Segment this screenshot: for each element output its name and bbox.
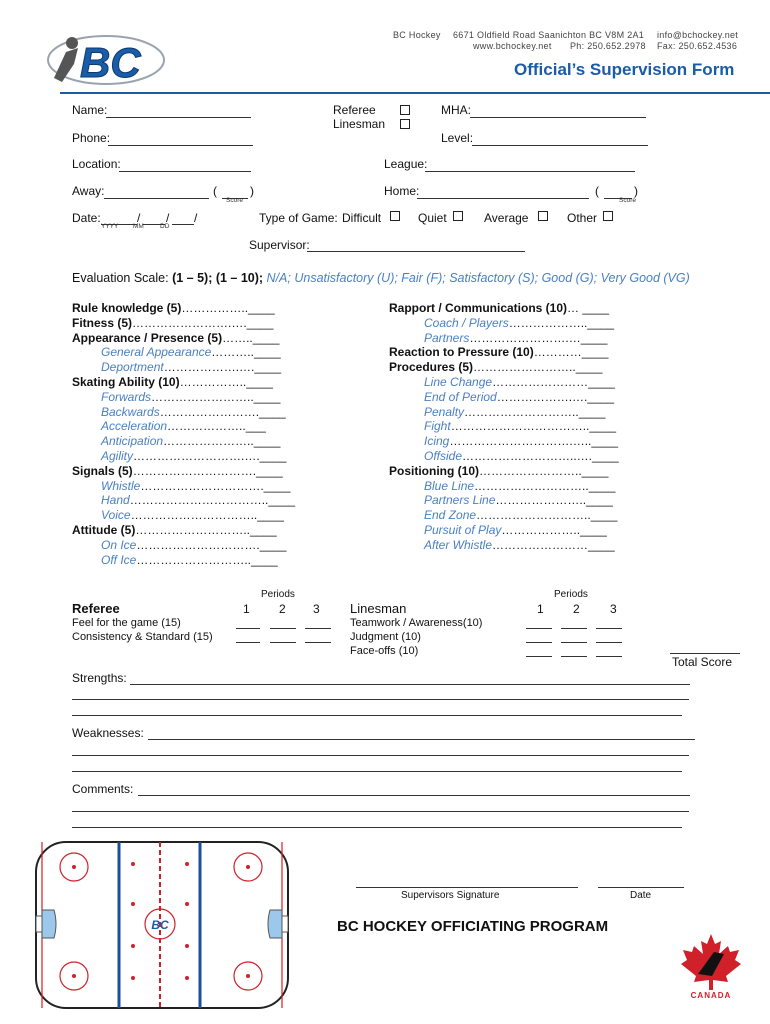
criterion-score-blank[interactable]: ……………………____ bbox=[492, 537, 615, 552]
criterion-row[interactable] bbox=[72, 479, 295, 494]
phone-label: Phone: bbox=[72, 131, 111, 145]
criterion-score-blank[interactable]: ………………………..____ bbox=[474, 478, 616, 493]
away-label: Away: bbox=[72, 184, 105, 198]
mha-field[interactable] bbox=[470, 117, 646, 118]
criterion-row[interactable] bbox=[389, 360, 619, 375]
criterion-score-blank[interactable]: ………………………….____ bbox=[136, 537, 287, 552]
criterion-score-blank[interactable]: …………………….…____ bbox=[469, 330, 608, 345]
signature-date-field[interactable] bbox=[598, 887, 684, 888]
linesman-row-2: Judgment (10) bbox=[350, 631, 421, 643]
form-title: Official’s Supervision Form bbox=[514, 60, 735, 79]
criterion-label: Reaction to Pressure (10) bbox=[389, 345, 534, 360]
comments-line-2[interactable] bbox=[72, 811, 689, 812]
criterion-score-blank[interactable]: ……………………..____ bbox=[479, 463, 609, 478]
level-field[interactable] bbox=[472, 145, 648, 146]
criterion-label: Line Change bbox=[424, 374, 493, 389]
comments-label: Comments: bbox=[72, 782, 134, 796]
lin-teamwork-p1[interactable] bbox=[526, 628, 552, 629]
ref-period-3: 3 bbox=[313, 602, 320, 616]
linesman-row-1: Teamwork / Awareness(10) bbox=[350, 617, 483, 629]
criterion-label: Rapport / Communications (10) bbox=[389, 301, 568, 315]
lin-judgment-p3[interactable] bbox=[596, 642, 622, 643]
supervisor-field[interactable] bbox=[307, 251, 525, 252]
criterion-score-blank[interactable]: …………………..____ bbox=[495, 493, 613, 508]
criterion-label: Partners bbox=[424, 330, 470, 345]
other-label: Other bbox=[567, 211, 598, 225]
name-label: Name: bbox=[72, 103, 108, 117]
criterion-score-blank[interactable]: …………………….….____ bbox=[132, 315, 274, 330]
criterion-label: Blue Line bbox=[424, 478, 475, 493]
comments-line-3[interactable] bbox=[72, 827, 682, 828]
criterion-score-blank[interactable]: ……..____ bbox=[222, 330, 280, 345]
home-field[interactable] bbox=[417, 198, 589, 199]
lin-teamwork-p3[interactable] bbox=[596, 628, 622, 629]
criterion-score-blank[interactable]: ……………..____ bbox=[179, 374, 273, 389]
criterion-score-blank[interactable]: ……………….….____ bbox=[496, 389, 615, 404]
criterion-score-blank[interactable]: ………………..____ bbox=[501, 522, 607, 537]
criterion-row[interactable] bbox=[389, 345, 619, 360]
strengths-line-1[interactable] bbox=[130, 684, 690, 685]
criterion-score-blank[interactable]: ……………….….____ bbox=[163, 360, 282, 375]
criterion-score-blank[interactable]: ……………………………..____ bbox=[129, 493, 296, 508]
header-website[interactable]: www.bchockey.net bbox=[473, 41, 552, 51]
criterion-label: Voice bbox=[101, 508, 131, 523]
weaknesses-line-1[interactable] bbox=[148, 739, 695, 740]
criterion-row[interactable] bbox=[72, 419, 295, 434]
evaluation-scale: Evaluation Scale: (1 – 5); (1 – 10); N/A; Unsatisfactory (U); Fair (F); Satisfactory (S); Good (G); Very Good (VG) bbox=[72, 271, 690, 285]
criterion-label: Positioning (10) bbox=[389, 463, 479, 478]
ref-feel-p3[interactable] bbox=[305, 628, 331, 629]
referee-section-title: Referee bbox=[72, 601, 120, 616]
logo-text: BC bbox=[80, 39, 141, 86]
weaknesses-label: Weaknesses: bbox=[72, 726, 144, 740]
mha-label: MHA: bbox=[441, 103, 471, 117]
linesman-periods-label: Periods bbox=[554, 589, 588, 600]
away-score-paren-close: ) bbox=[250, 184, 254, 198]
criterion-label: Penalty bbox=[424, 404, 465, 419]
criterion-score-blank[interactable]: ………..____ bbox=[211, 345, 281, 360]
criterion-row[interactable] bbox=[389, 464, 619, 479]
criterion-score-blank[interactable]: ………………………..____ bbox=[136, 552, 278, 567]
phone-field[interactable] bbox=[108, 145, 253, 146]
name-field[interactable] bbox=[106, 117, 251, 118]
criterion-row[interactable] bbox=[389, 538, 619, 553]
criterion-score-blank[interactable]: …………………..____ bbox=[163, 434, 281, 449]
date-day-field[interactable] bbox=[172, 224, 194, 225]
referee-label: Referee bbox=[333, 103, 376, 117]
total-score-field[interactable] bbox=[670, 653, 740, 654]
criterion-row[interactable] bbox=[389, 301, 619, 316]
date-dd-hint: DD bbox=[160, 223, 170, 230]
criterion-label: End Zone bbox=[424, 508, 477, 523]
criterion-score-blank[interactable]: ………………………….____ bbox=[140, 478, 291, 493]
criterion-label: Signals (5) bbox=[72, 463, 133, 478]
criterion-score-blank[interactable]: ………………………..….____ bbox=[462, 448, 619, 463]
criterion-score-blank[interactable]: …………………………..____ bbox=[130, 508, 284, 523]
away-score-hint: Score bbox=[226, 197, 243, 204]
criterion-row[interactable] bbox=[72, 301, 295, 316]
date-mm-hint: MM bbox=[133, 223, 144, 230]
ref-feel-p1[interactable] bbox=[236, 628, 260, 629]
title-divider bbox=[60, 92, 770, 94]
header-phone: Ph: 250.652.2978 bbox=[570, 41, 646, 51]
criterion-label: Backwards bbox=[101, 404, 160, 419]
referee-row-1: Feel for the game (15) bbox=[72, 617, 181, 629]
criterion-label: Forwards bbox=[101, 389, 152, 404]
criterion-score-blank[interactable]: ………………………….____ bbox=[132, 463, 283, 478]
criterion-score-blank[interactable]: ………………………….…..____ bbox=[449, 434, 619, 449]
criterion-label: Acceleration bbox=[101, 419, 168, 434]
ref-consistency-p2[interactable] bbox=[270, 642, 296, 643]
bc-hockey-logo bbox=[36, 30, 166, 88]
criteria-left-column bbox=[72, 301, 295, 567]
average-checkbox[interactable] bbox=[538, 211, 548, 221]
criterion-label: Partners Line bbox=[424, 493, 496, 508]
home-score-hint: Score bbox=[619, 197, 636, 204]
criterion-label: On Ice bbox=[101, 537, 137, 552]
criterion-label: Off Ice bbox=[101, 552, 137, 567]
criterion-label: Whistle bbox=[101, 478, 141, 493]
criterion-row[interactable] bbox=[389, 316, 619, 331]
criterion-row[interactable] bbox=[72, 449, 295, 464]
date-slash-3: / bbox=[194, 211, 198, 225]
difficult-checkbox[interactable] bbox=[390, 211, 400, 221]
lin-judgment-p2[interactable] bbox=[561, 642, 587, 643]
criterion-label: Coach / Players bbox=[424, 315, 509, 330]
referee-checkbox[interactable] bbox=[400, 105, 410, 115]
criterion-row[interactable] bbox=[72, 375, 295, 390]
level-label: Level: bbox=[441, 131, 474, 145]
home-score-paren-close: ) bbox=[634, 184, 638, 198]
date-slash-2: / bbox=[166, 211, 170, 225]
lin-period-1: 1 bbox=[537, 602, 544, 616]
lin-period-3: 3 bbox=[610, 602, 617, 616]
difficult-label: Difficult bbox=[342, 211, 382, 225]
other-checkbox[interactable] bbox=[603, 211, 613, 221]
criterion-score-blank[interactable]: ……………..____ bbox=[181, 301, 275, 315]
criterion-score-blank[interactable]: … ____ bbox=[567, 301, 610, 315]
criterion-label: After Whistle bbox=[424, 537, 493, 552]
header-org: BC Hockey bbox=[393, 30, 441, 40]
criterion-row[interactable] bbox=[389, 331, 619, 346]
criterion-row[interactable] bbox=[72, 345, 295, 360]
criterion-label: Skating Ability (10) bbox=[72, 374, 180, 389]
supervisor-label: Supervisor: bbox=[249, 238, 310, 252]
criterion-row[interactable] bbox=[389, 508, 619, 523]
criterion-label: Rule knowledge (5) bbox=[72, 301, 182, 315]
criterion-score-blank[interactable]: ……………………………..____ bbox=[450, 419, 617, 434]
header-address: 6671 Oldfield Road Saanichton BC V8M 2A1 bbox=[453, 30, 645, 40]
criterion-row[interactable] bbox=[72, 331, 295, 346]
strengths-line-2[interactable] bbox=[72, 699, 689, 700]
lin-period-2: 2 bbox=[573, 602, 580, 616]
criterion-score-blank[interactable]: ……………………____ bbox=[492, 374, 615, 389]
criterion-score-blank[interactable]: ………………………..____ bbox=[476, 508, 618, 523]
strengths-line-3[interactable] bbox=[72, 715, 682, 716]
header-fax: Fax: 250.652.4536 bbox=[657, 41, 738, 51]
home-label: Home: bbox=[384, 184, 420, 198]
criterion-row[interactable] bbox=[389, 449, 619, 464]
lin-faceoffs-p1[interactable] bbox=[526, 656, 552, 657]
criterion-score-blank[interactable]: …………____ bbox=[533, 345, 609, 360]
lin-faceoffs-p2[interactable] bbox=[561, 656, 587, 657]
date-slash-1: / bbox=[137, 211, 141, 225]
criterion-row[interactable] bbox=[389, 390, 619, 405]
criterion-label: Hand bbox=[101, 493, 130, 508]
criterion-score-blank[interactable]: …………………….____ bbox=[159, 404, 286, 419]
lin-teamwork-p2[interactable] bbox=[561, 628, 587, 629]
ref-feel-p2[interactable] bbox=[270, 628, 296, 629]
criterion-row[interactable] bbox=[72, 360, 295, 375]
criterion-label: General Appearance bbox=[101, 345, 212, 360]
weaknesses-line-3[interactable] bbox=[72, 771, 682, 772]
criterion-label: Fitness (5) bbox=[72, 315, 133, 330]
hockey-canada-logo bbox=[676, 930, 746, 1000]
criterion-row[interactable] bbox=[72, 390, 295, 405]
strengths-label: Strengths: bbox=[72, 671, 127, 685]
lin-faceoffs-p3[interactable] bbox=[596, 656, 622, 657]
criterion-row[interactable] bbox=[389, 434, 619, 449]
program-title: BC HOCKEY OFFICIATING PROGRAM bbox=[337, 918, 609, 935]
ref-consistency-p1[interactable] bbox=[236, 642, 260, 643]
league-field[interactable] bbox=[425, 171, 635, 172]
criteria-right-column bbox=[389, 301, 619, 553]
criterion-row[interactable] bbox=[389, 493, 619, 508]
criterion-row[interactable] bbox=[72, 434, 295, 449]
ref-consistency-p3[interactable] bbox=[305, 642, 331, 643]
comments-line-1[interactable] bbox=[138, 795, 690, 796]
criterion-row[interactable] bbox=[72, 553, 295, 568]
league-label: League: bbox=[384, 157, 428, 171]
criterion-label: Agility bbox=[101, 448, 134, 463]
criterion-row[interactable] bbox=[72, 464, 295, 479]
criterion-row[interactable] bbox=[389, 375, 619, 390]
criterion-row[interactable] bbox=[389, 479, 619, 494]
criterion-row[interactable] bbox=[389, 405, 619, 420]
quiet-label: Quiet bbox=[418, 211, 447, 225]
lin-judgment-p1[interactable] bbox=[526, 642, 552, 643]
criterion-label: Attitude (5) bbox=[72, 522, 136, 537]
criterion-row[interactable] bbox=[72, 508, 295, 523]
criterion-score-blank[interactable]: ………………..____ bbox=[508, 315, 615, 330]
supervisor-signature-label: Supervisors Signature bbox=[401, 890, 500, 901]
home-score-paren: ( bbox=[595, 184, 599, 198]
criterion-row[interactable] bbox=[72, 538, 295, 553]
criterion-label: Offside bbox=[424, 448, 463, 463]
criterion-score-blank[interactable]: ……………………..____ bbox=[151, 389, 281, 404]
type-of-game-label: Type of Game: bbox=[259, 211, 338, 225]
linesman-label: Linesman bbox=[333, 117, 386, 131]
canada-text: CANADA bbox=[690, 991, 732, 1000]
criterion-score-blank[interactable]: ………………..___ bbox=[167, 419, 266, 434]
supervisor-signature-field[interactable] bbox=[356, 887, 578, 888]
referee-periods-label: Periods bbox=[261, 589, 295, 600]
away-score-paren: ( bbox=[213, 184, 217, 198]
average-label: Average bbox=[484, 211, 529, 225]
linesman-row-3: Face-offs (10) bbox=[350, 645, 419, 657]
criterion-row[interactable] bbox=[72, 316, 295, 331]
criterion-score-blank[interactable]: ………………………..____ bbox=[135, 522, 277, 537]
ref-period-2: 2 bbox=[279, 602, 286, 616]
away-field[interactable] bbox=[104, 198, 209, 199]
criterion-label: Deportment bbox=[101, 360, 164, 375]
signature-date-label: Date bbox=[630, 890, 652, 901]
date-label: Date: bbox=[72, 211, 101, 225]
hockey-rink-diagram bbox=[24, 836, 296, 1016]
total-score-label: Total Score bbox=[672, 655, 733, 669]
quiet-checkbox[interactable] bbox=[453, 211, 463, 221]
criterion-label: End of Period bbox=[424, 389, 497, 404]
rink-logo-text: BC bbox=[151, 918, 169, 932]
criterion-row[interactable] bbox=[72, 405, 295, 420]
criterion-score-blank[interactable]: ………………………..____ bbox=[464, 404, 606, 419]
location-label: Location: bbox=[72, 157, 121, 171]
criterion-label: Procedures (5) bbox=[389, 360, 474, 375]
ref-period-1: 1 bbox=[243, 602, 250, 616]
criterion-label: Icing bbox=[424, 434, 450, 449]
location-field[interactable] bbox=[119, 171, 251, 172]
criterion-score-blank[interactable]: ……………………..____ bbox=[473, 360, 603, 375]
date-yyyy-hint: YYYY bbox=[101, 223, 119, 230]
criterion-label: Anticipation bbox=[101, 434, 164, 449]
header-email[interactable]: info@bchockey.net bbox=[657, 30, 739, 40]
criterion-row[interactable] bbox=[389, 523, 619, 538]
weaknesses-line-2[interactable] bbox=[72, 755, 689, 756]
criterion-row[interactable] bbox=[72, 493, 295, 508]
referee-row-2: Consistency & Standard (15) bbox=[72, 631, 213, 643]
criterion-label: Appearance / Presence (5) bbox=[72, 330, 223, 345]
linesman-section-title: Linesman bbox=[350, 601, 407, 616]
criterion-label: Fight bbox=[424, 419, 451, 434]
linesman-checkbox[interactable] bbox=[400, 119, 410, 129]
criterion-row[interactable] bbox=[72, 523, 295, 538]
criterion-score-blank[interactable]: ……………………….….____ bbox=[133, 448, 287, 463]
criterion-row[interactable] bbox=[389, 419, 619, 434]
criterion-label: Pursuit of Play bbox=[424, 522, 502, 537]
